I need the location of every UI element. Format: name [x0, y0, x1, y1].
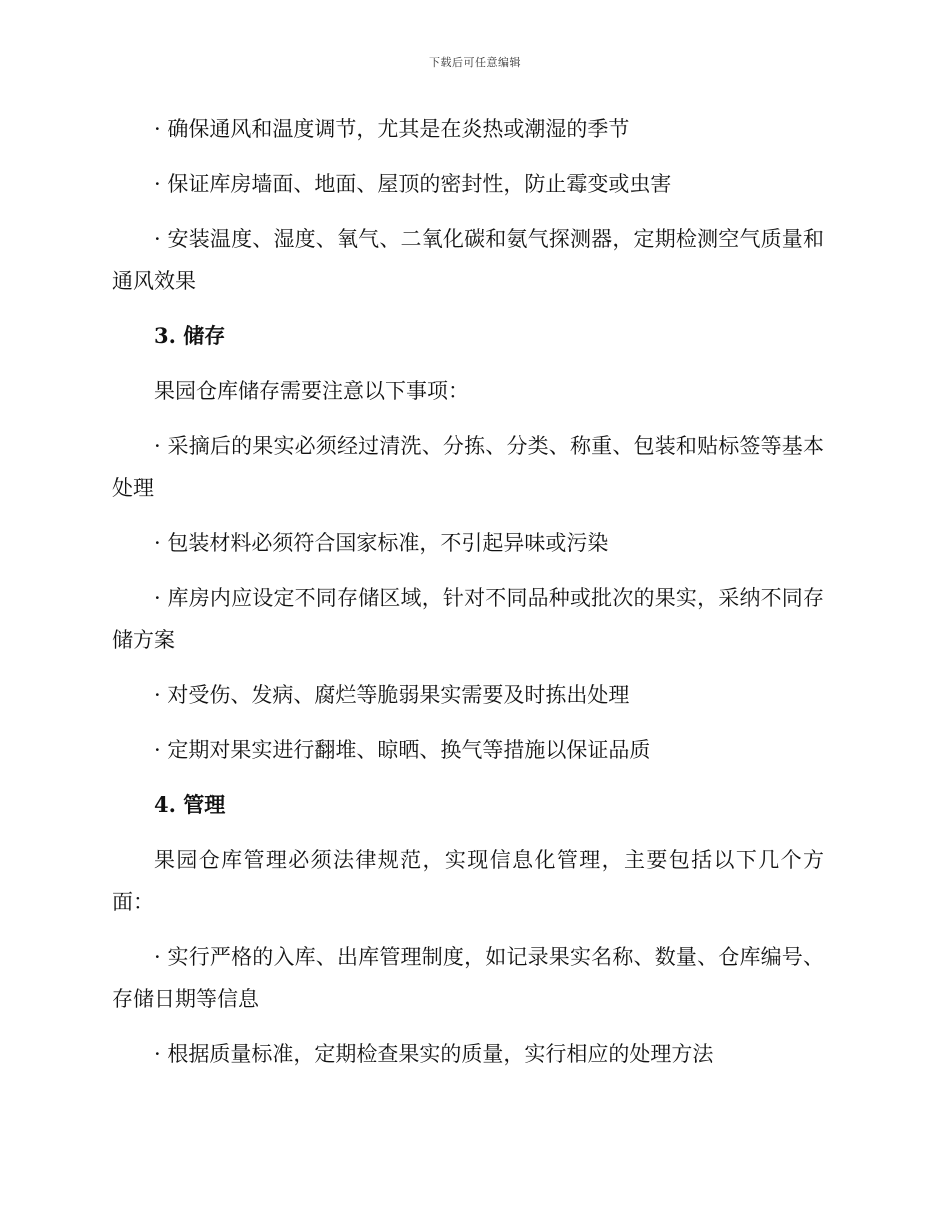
bullet-damaged-fruit: · 对受伤、发病、腐烂等脆弱果实需要及时拣出处理 — [154, 683, 630, 707]
storage-intro: 果园仓库储存需要注意以下事项： — [154, 379, 469, 403]
section-heading-storage: 3. 储存 — [154, 323, 226, 348]
bullet-quality-check: · 根据质量标准，定期检查果实的质量，实行相应的处理方法 — [154, 1042, 714, 1066]
section-heading-management: 4. 管理 — [154, 792, 226, 817]
bullet-turning: · 定期对果实进行翻堆、晾晒、换气等措施以保证品质 — [154, 738, 651, 762]
bullet-sealing: · 保证库房墙面、地面、屋顶的密封性，防止霉变或虫害 — [154, 172, 672, 196]
document-body — [112, 108, 824, 1088]
management-intro: 果园仓库管理必须法律规范，实现信息化管理，主要包括以下几个方面： — [112, 848, 824, 914]
bullet-detectors: · 安装温度、湿度、氧气、二氧化碳和氨气探测器，定期检测空气质量和通风效果 — [112, 227, 824, 293]
page-header-note: 下载后可任意编辑 — [429, 56, 521, 69]
bullet-processing: · 采摘后的果实必须经过清洗、分拣、分类、称重、包装和贴标签等基本处理 — [112, 434, 824, 500]
bullet-packaging: · 包装材料必须符合国家标准，不引起异味或污染 — [154, 531, 609, 555]
bullet-inventory-records: · 实行严格的入库、出库管理制度，如记录果实名称、数量、仓库编号、存储日期等信息 — [112, 945, 824, 1011]
bullet-ventilation: · 确保通风和温度调节，尤其是在炎热或潮湿的季节 — [154, 117, 630, 141]
bullet-zones: · 库房内应设定不同存储区域，针对不同品种或批次的果实，采纳不同存储方案 — [112, 586, 824, 652]
